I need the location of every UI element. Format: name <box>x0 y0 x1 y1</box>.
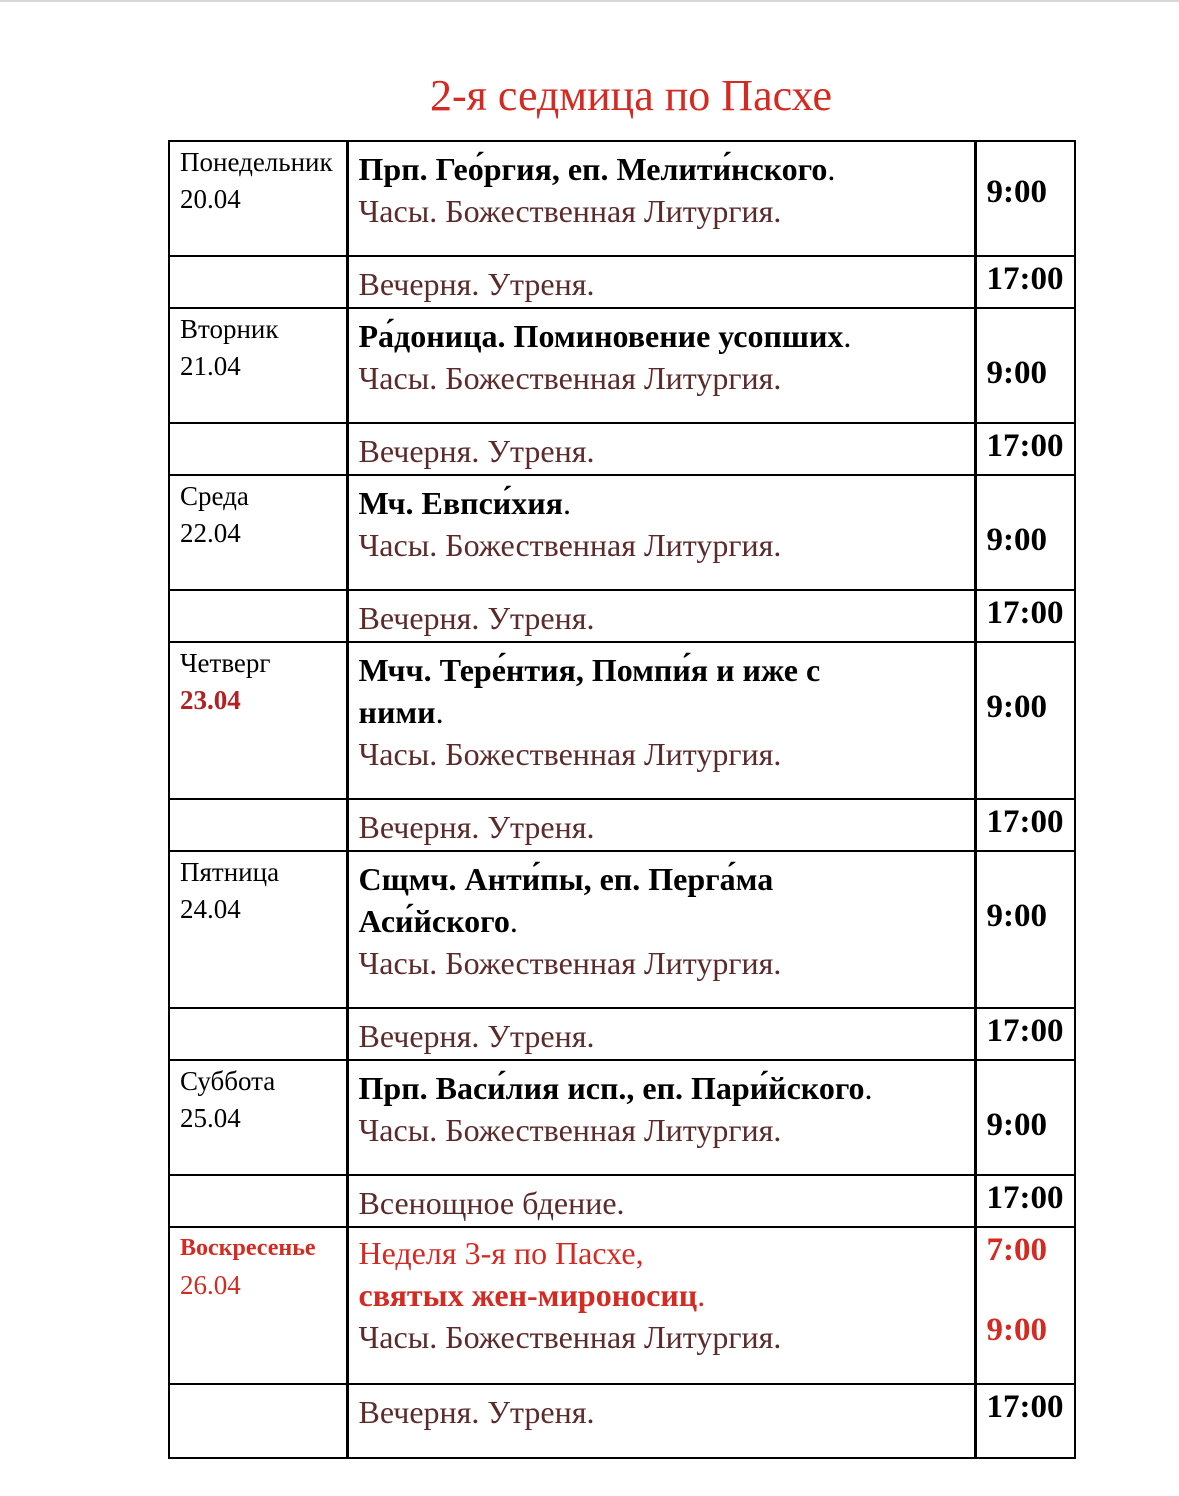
day-date: 23.04 <box>180 685 241 715</box>
day-date: 26.04 <box>180 1270 241 1300</box>
service-text: Часы. Божественная Литургия. <box>358 1319 782 1355</box>
service-cell <box>347 642 975 799</box>
day-cell <box>169 1060 347 1175</box>
evening-time: 17:00 <box>986 595 1064 631</box>
evening-service: Вечерня. Утреня. <box>358 1394 595 1430</box>
evening-service: Вечерня. Утреня. <box>358 600 595 636</box>
service-time: 9:00 <box>986 689 1047 725</box>
table-row <box>169 308 1075 423</box>
table-row <box>169 1060 1075 1175</box>
day-cell <box>169 851 347 1008</box>
table-row <box>169 1227 1075 1384</box>
evening-service: Вечерня. Утреня. <box>358 1018 595 1054</box>
evening-time: 17:00 <box>986 1180 1064 1216</box>
saint-name: Мч. Евпси́хия. <box>358 485 571 521</box>
evening-service: Вечерня. Утреня. <box>358 433 595 469</box>
service-time: 9:00 <box>986 355 1047 391</box>
day-name: Пятница <box>180 857 280 887</box>
evening-time: 17:00 <box>986 804 1064 840</box>
evening-time: 17:00 <box>986 261 1064 297</box>
feast-title: Неделя 3-я по Пасхе, <box>358 1235 644 1271</box>
saint-name: Прп. Гео́ргия, еп. Мелити́нского. <box>358 151 836 187</box>
table-row <box>169 1008 1075 1060</box>
day-date: 21.04 <box>180 351 241 381</box>
time-cell <box>975 1060 1075 1175</box>
service-cell <box>347 308 975 423</box>
time-cell <box>975 851 1075 1008</box>
day-cell <box>169 475 347 590</box>
day-date: 25.04 <box>180 1103 241 1133</box>
service-cell <box>347 141 975 256</box>
saint-name: Прп. Васи́лия исп., еп. Пари́йского. <box>358 1070 873 1106</box>
day-name: Четверг <box>180 648 271 678</box>
service-text: Часы. Божественная Литургия. <box>358 1112 782 1148</box>
table-row <box>169 590 1075 642</box>
table-row <box>169 475 1075 590</box>
evening-service: Всенощное бдение. <box>358 1185 625 1221</box>
saint-name: Ра́доница. Поминовение усопших. <box>358 318 852 354</box>
table-row <box>169 1384 1075 1458</box>
day-name: Понедельник <box>180 147 333 177</box>
service-cell <box>347 851 975 1008</box>
service-text: Часы. Божественная Литургия. <box>358 360 782 396</box>
time-cell <box>975 308 1075 423</box>
evening-time: 17:00 <box>986 1013 1064 1049</box>
day-cell <box>169 642 347 799</box>
table-row <box>169 642 1075 799</box>
time-cell <box>975 642 1075 799</box>
time-cell <box>975 1227 1075 1384</box>
top-divider <box>0 0 1179 2</box>
service-text: Часы. Божественная Литургия. <box>358 736 782 772</box>
time-cell <box>975 141 1075 256</box>
day-date: 20.04 <box>180 184 241 214</box>
evening-service: Вечерня. Утреня. <box>358 809 595 845</box>
service-text: Часы. Божественная Литургия. <box>358 193 782 229</box>
saint-name: Сщмч. Анти́пы, еп. Перга́ма Аси́йского. <box>358 861 774 939</box>
service-cell <box>347 1227 975 1384</box>
service-time-early: 7:00 <box>986 1232 1047 1268</box>
service-cell <box>347 1060 975 1175</box>
schedule-table <box>168 140 1076 1459</box>
day-name: Среда <box>180 481 249 511</box>
service-cell <box>347 475 975 590</box>
service-time: 9:00 <box>986 898 1047 934</box>
day-name: Суббота <box>180 1066 276 1096</box>
day-cell <box>169 141 347 256</box>
table-row <box>169 1175 1075 1227</box>
day-date: 22.04 <box>180 518 241 548</box>
service-text: Часы. Божественная Литургия. <box>358 527 782 563</box>
service-time: 9:00 <box>986 522 1047 558</box>
table-row <box>169 423 1075 475</box>
table-row <box>169 141 1075 256</box>
evening-time: 17:00 <box>986 1389 1064 1425</box>
service-time: 9:00 <box>986 1107 1047 1143</box>
service-time: 9:00 <box>986 174 1047 210</box>
saint-name: Мчч. Тере́нтия, Помпи́я и иже с ними. <box>358 652 821 730</box>
feast-name: святых жен-мироносиц. <box>358 1277 706 1313</box>
table-row <box>169 799 1075 851</box>
table-row <box>169 256 1075 308</box>
evening-time: 17:00 <box>986 428 1064 464</box>
service-time: 9:00 <box>986 1312 1047 1348</box>
time-cell <box>975 475 1075 590</box>
day-cell <box>169 308 347 423</box>
service-text: Часы. Божественная Литургия. <box>358 945 782 981</box>
page-title: 2-я седмица по Пасхе <box>430 71 832 120</box>
day-date: 24.04 <box>180 894 241 924</box>
day-name: Воскресенье <box>180 1235 316 1261</box>
day-name: Вторник <box>180 314 279 344</box>
table-row <box>169 851 1075 1008</box>
day-cell <box>169 1227 347 1384</box>
evening-service: Вечерня. Утреня. <box>358 266 595 302</box>
